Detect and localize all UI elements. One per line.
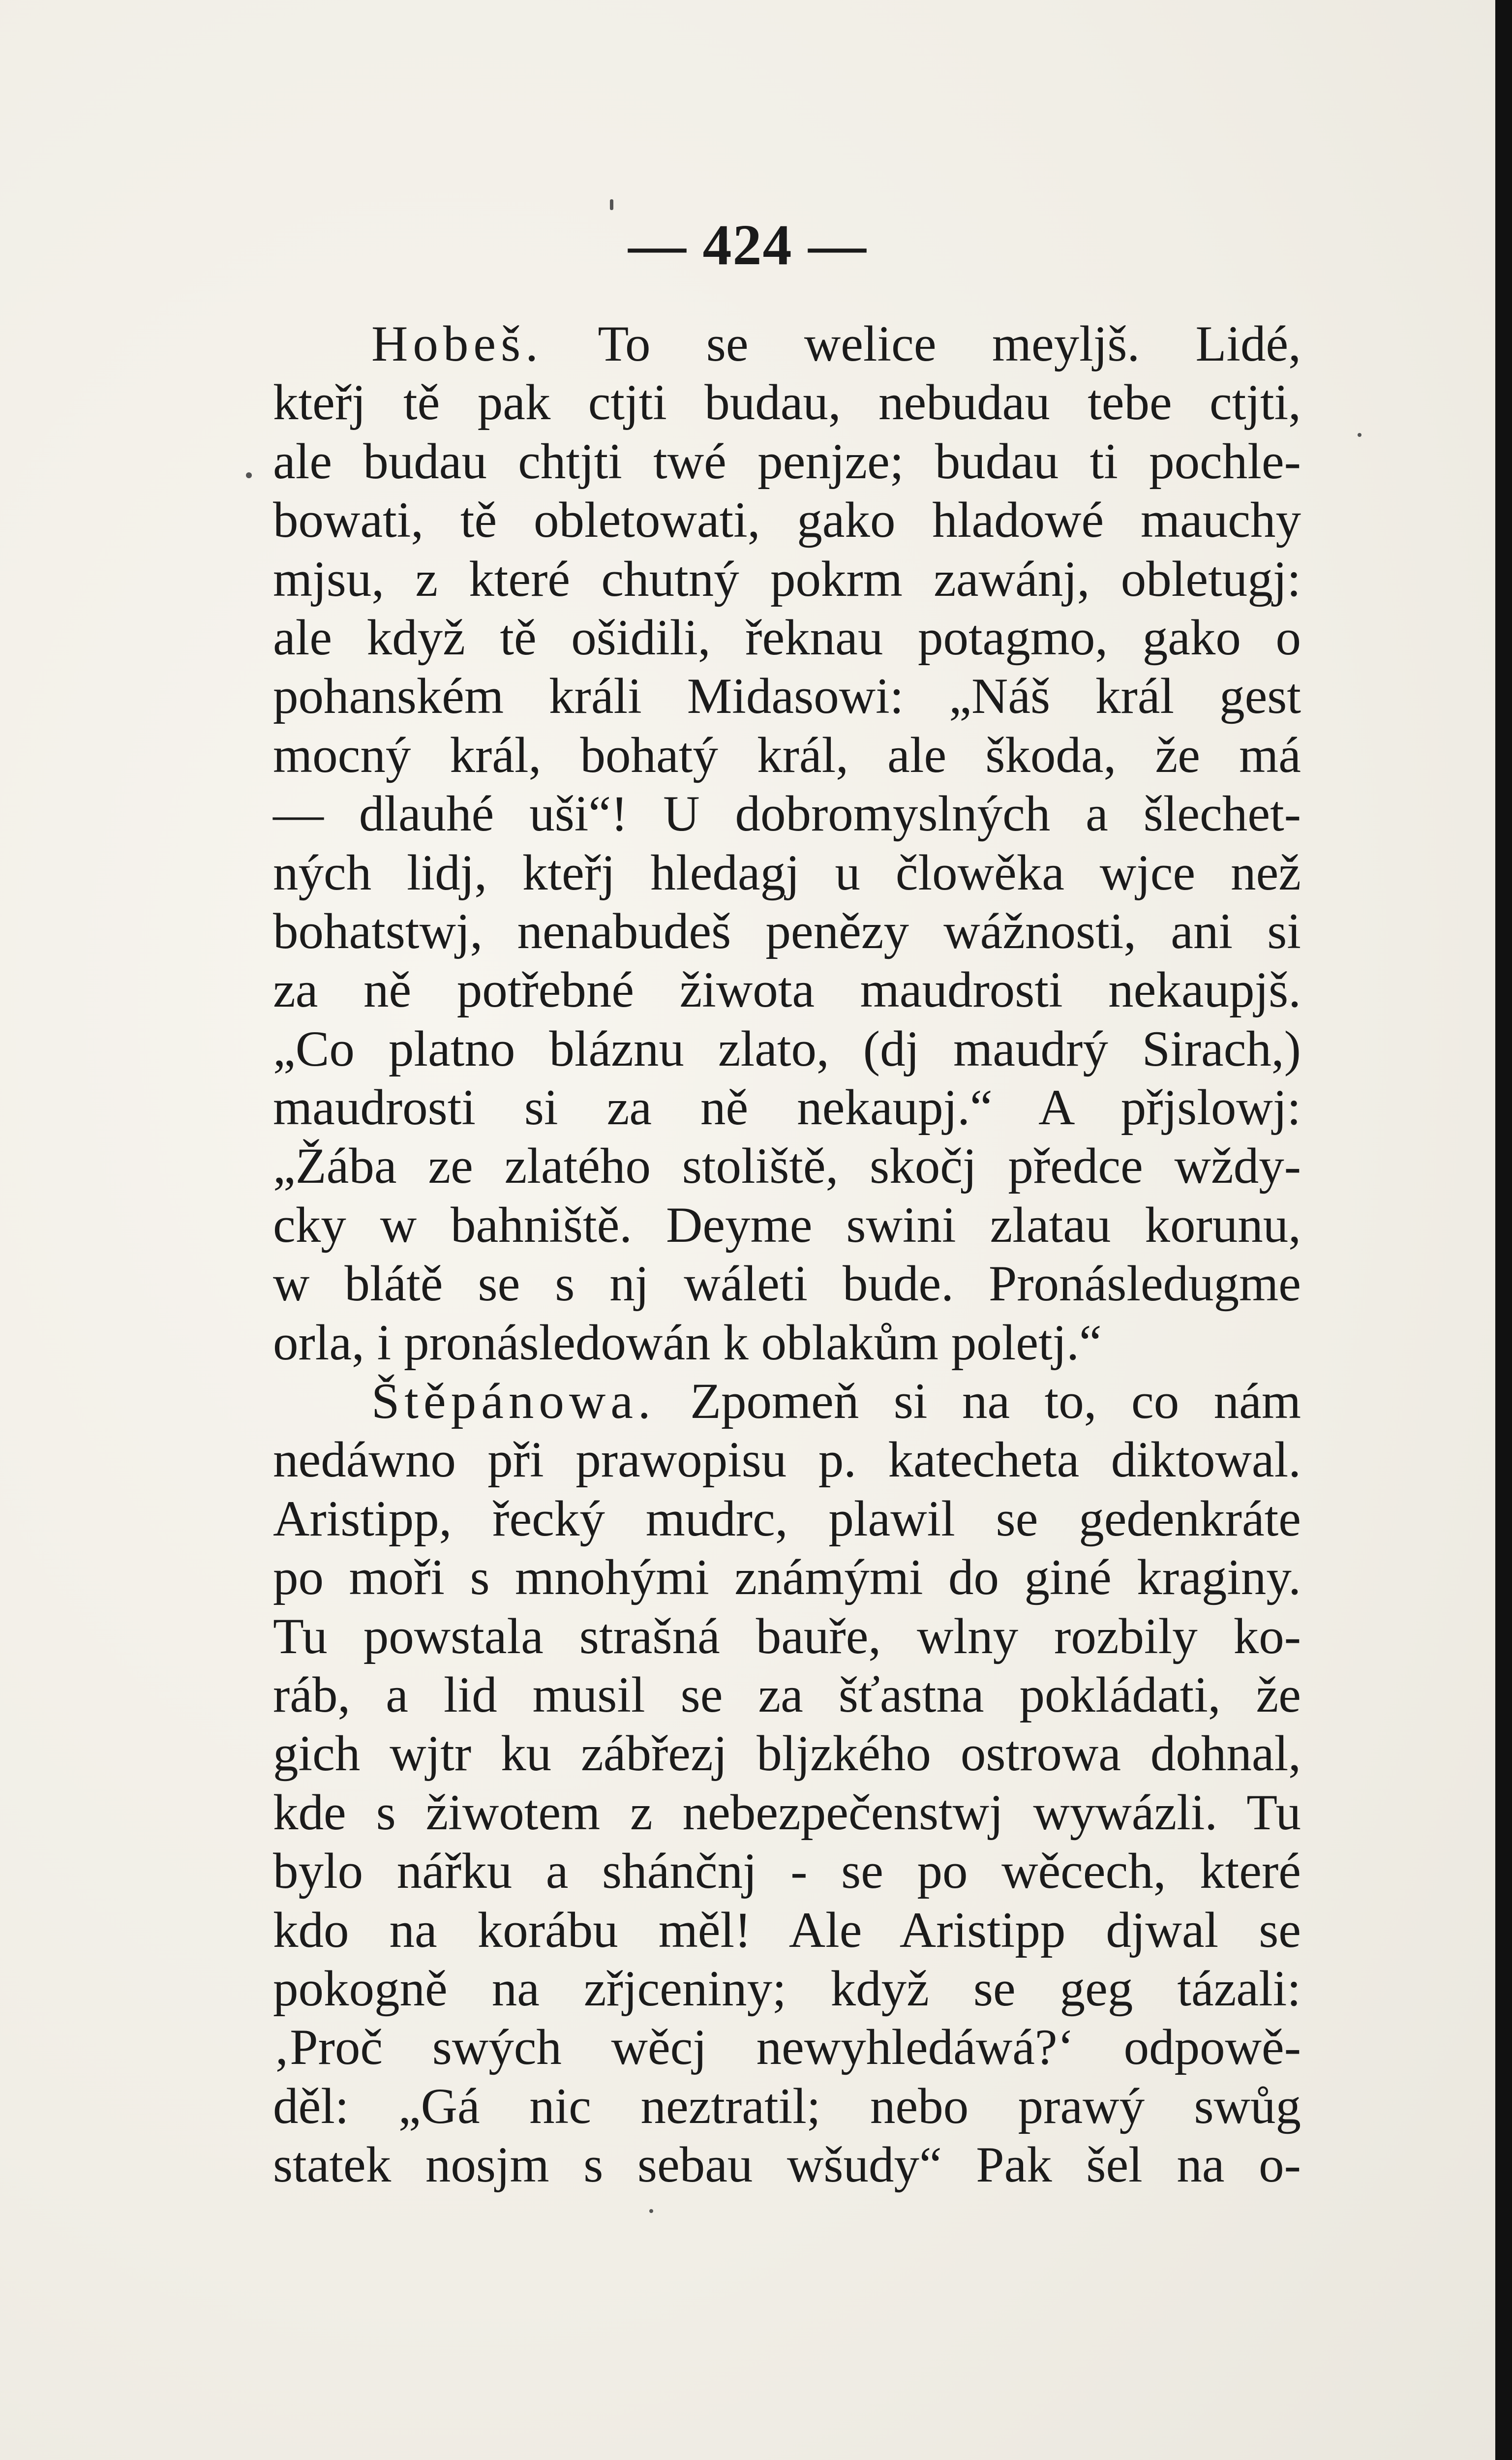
text-line: [273, 373, 1301, 432]
paper-speck: [1358, 433, 1361, 437]
text-line: [273, 1548, 1301, 1607]
line-text: — dlauhé uši“! U dobromyslných a šlechet-: [273, 786, 1301, 842]
line-text: bohatstwj, nenabudeš penězy wážnosti, ani si: [273, 903, 1301, 959]
text-line: [273, 1196, 1301, 1255]
text-line: [273, 1607, 1301, 1666]
text-line: [273, 1078, 1301, 1137]
line-text: statek nosjm s sebau wšudy“ Pak šel na o-: [273, 2137, 1301, 2193]
line-text: orla, i pronásledowán k oblakům poletj.“: [273, 1314, 1102, 1371]
text-line: [273, 2077, 1301, 2136]
paper-speck: [246, 472, 252, 478]
line-text: kde s žiwotem z nebezpečenstwj wywázli. Tu: [273, 1784, 1301, 1841]
line-text: Zpomeň si na to, co nám: [655, 1373, 1301, 1430]
text-line: [273, 550, 1301, 609]
line-text: za ně potřebné žiwota maudrosti nekaupjš.: [273, 962, 1301, 1018]
text-line: [273, 1137, 1301, 1196]
line-text: po moři s mnohými známými do giné kraginy.: [273, 1549, 1301, 1606]
line-text: ale když tě ošidili, řeknau potagmo, gako o: [273, 609, 1301, 666]
line-text: gich wjtr ku zábřezj bljzkého ostrowa dohnal,: [273, 1725, 1301, 1782]
line-text: bylo nářku a shánčnj - se po wěcech, které: [273, 1843, 1301, 1900]
text-line: [273, 961, 1301, 1019]
speaker-name: Hobeš.: [371, 316, 543, 372]
text-line: [273, 667, 1301, 726]
text-line: [273, 315, 1301, 373]
text-line: [273, 726, 1301, 785]
line-text: „Co platno bláznu zlato, (dj maudrý Sirach,): [273, 1020, 1301, 1077]
text-line: [273, 1666, 1301, 1724]
text-line: [273, 1255, 1301, 1313]
line-text: Aristipp, řecký mudrc, plawil se gedenkráte: [273, 1490, 1301, 1547]
text-line: [273, 609, 1301, 667]
line-text: děl: „Gá nic neztratil; nebo prawý swůg: [273, 2078, 1301, 2134]
line-text: „Žába ze zlatého stoliště, skočj předce wždy-: [273, 1138, 1301, 1195]
line-text: bowati, tě obletowati, gako hladowé mauchy: [273, 492, 1301, 549]
line-text: cky w bahniště. Deyme swini zlatau korunu,: [273, 1197, 1301, 1253]
text-line: [273, 1724, 1301, 1783]
page-number: — 424 —: [628, 213, 867, 277]
text-line: [273, 1490, 1301, 1548]
line-text: maudrosti si za ně nekaupj.“ A přjslowj:: [273, 1079, 1301, 1136]
text-line: [273, 1960, 1301, 2018]
line-text: w blátě se s nj wáleti bude. Pronásledugme: [273, 1256, 1301, 1312]
text-line: [273, 1901, 1301, 1960]
text-line: [273, 1842, 1301, 1901]
line-text: ných lidj, kteřj hledagj u člowěka wjce než: [273, 844, 1301, 901]
text-line: [273, 2136, 1301, 2194]
body-text: [273, 315, 1301, 2195]
text-line: [273, 1784, 1301, 1842]
line-text: mocný král, bohatý král, ale škoda, že má: [273, 727, 1301, 783]
line-text: kdo na korábu měl! Ale Aristipp djwal se: [273, 1902, 1301, 1958]
line-text: nedáwno při prawopisu p. katecheta diktowal.: [273, 1432, 1301, 1488]
text-line: [273, 1431, 1301, 1489]
line-text: kteřj tě pak ctjti budau, nebudau tebe ctjti,: [273, 374, 1301, 431]
paper-speck: [610, 199, 613, 210]
text-line: [273, 1314, 1301, 1372]
scan-edge: [1495, 0, 1512, 2460]
text-line: [273, 2018, 1301, 2077]
line-text: pokogně na zřjceniny; když se geg tázali:: [273, 1960, 1301, 2017]
text-line: [273, 844, 1301, 902]
speaker-name: Štěpánowa.: [371, 1373, 656, 1430]
text-line: [273, 1020, 1301, 1078]
line-text: mjsu, z které chutný pokrm zawánj, obletugj:: [273, 551, 1301, 607]
line-text: To se welice meylјš. Lidé,: [543, 316, 1301, 372]
line-text: ráb, a lid musil se za šťastna pokládati, že: [273, 1666, 1301, 1723]
line-text: pohanském králi Midasowi: „Náš král gest: [273, 668, 1301, 725]
text-line: [273, 1372, 1301, 1431]
text-line: [273, 902, 1301, 961]
text-line: [273, 491, 1301, 550]
line-text: ‚Proč swých wěcj newyhledáwá?‘ odpowě-: [273, 2019, 1301, 2076]
paper-speck: [649, 2209, 653, 2213]
text-line: [273, 432, 1301, 491]
line-text: ale budau chtjti twé penjze; budau ti pochle-: [273, 433, 1301, 490]
line-text: Tu powstala strašná bauře, wlny rozbily ko-: [273, 1608, 1301, 1664]
text-line: [273, 785, 1301, 843]
